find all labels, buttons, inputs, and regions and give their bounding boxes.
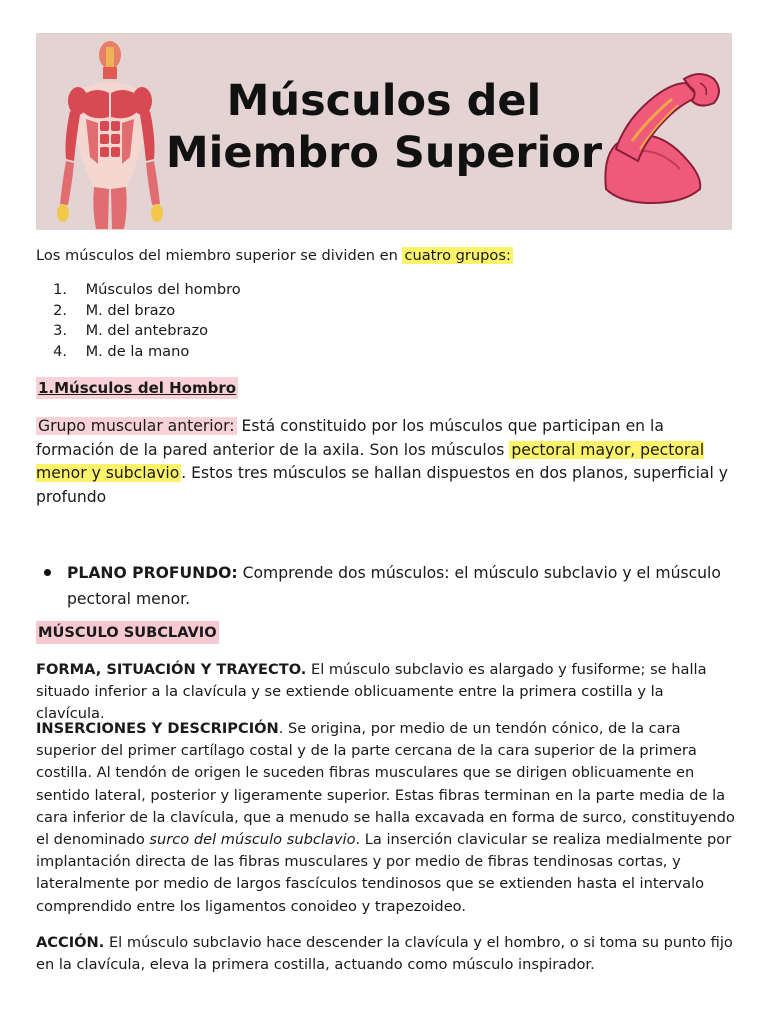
list-item (36, 321, 241, 342)
section-heading-hombro: 1.Músculos del Hombro (38, 379, 237, 397)
banner-title (156, 75, 612, 179)
list-label: M. del antebrazo (85, 322, 209, 340)
anterior-text-1: Está constituido por los músculos que participan en la formación de la pared anterior de la axila. Son los músculos (36, 417, 664, 459)
bullet-dot-icon (44, 569, 51, 576)
plano-profundo-desc: Comprende dos músculos: el músculo subclavio y el músculo pectoral menor. (67, 564, 721, 608)
accion-text: El músculo subclavio hace descender la clavícula y el hombro, o si toma su punto fijo en la clavícula, eleva la primera costilla, actuando como músculo inspirador. (36, 934, 733, 974)
anterior-label: Grupo muscular anterior: (38, 417, 235, 435)
plano-profundo-label: PLANO PROFUNDO: (67, 564, 238, 582)
list-label: M. del brazo (85, 301, 176, 319)
list-item (36, 301, 241, 322)
banner-title-line1: Músculos del (226, 76, 542, 126)
list-number: 1. (53, 281, 67, 298)
anterior-group-paragraph (36, 415, 732, 509)
title-banner (36, 33, 732, 230)
list-number: 3. (53, 322, 67, 340)
inserciones-paragraph (36, 718, 736, 918)
intro-text: Los músculos del miembro superior se dividen en (36, 247, 403, 264)
list-item (36, 342, 241, 363)
anterior-text-2: . Estos tres músculos se hallan dispuestos en dos planos, superficial y profundo (36, 464, 729, 506)
inserciones-label: INSERCIONES Y DESCRIPCIÓN (36, 720, 279, 737)
plano-profundo-text (67, 560, 733, 612)
forma-text: El músculo subclavio es alargado y fusiforme; se halla situado inferior a la clavícula y se extiende oblicuamente entre la primera costilla y la clavícula. (36, 661, 707, 723)
forma-paragraph (36, 659, 736, 726)
list-number: 4. (53, 342, 67, 360)
anterior-highlight: pectoral mayor, pectoral menor y subclavio (36, 440, 705, 482)
intro-paragraph (36, 245, 736, 267)
subclavio-heading: MÚSCULO SUBCLAVIO (36, 621, 219, 644)
banner-title-line2: Miembro Superior (165, 128, 603, 178)
inserciones-text-1: . Se origina, por medio de un tendón cónico, de la cara superior del primer cartílago costal y de la parte cercana de la cara superior de la primera costilla. Al tendón de origen le suceden fibras musculares que se dirigen oblicuamente en sentido lateral, posterior y ligeramente superior. Estas fibras terminan en la parte media de la cara inferior de la clavícula, que a menudo se halla excavada en forma de surco, constituyendo el denominado (36, 720, 735, 849)
intro-highlight: cuatro grupos: (404, 247, 511, 264)
flexed-arm-muscle-illustration (602, 69, 726, 205)
accion-label: ACCIÓN. (36, 934, 105, 951)
inserciones-italic: surco del músculo subclavio (149, 831, 356, 849)
list-label: M. de la mano (85, 342, 190, 360)
list-label: Músculos del hombro (85, 281, 241, 298)
list-item (36, 280, 241, 301)
forma-label: FORMA, SITUACIÓN Y TRAYECTO. (36, 661, 307, 678)
accion-paragraph (36, 932, 736, 976)
groups-list (36, 280, 241, 362)
list-number: 2. (53, 301, 67, 319)
muscular-body-illustration (48, 39, 172, 229)
inserciones-text-2: . La inserción clavicular se realiza medialmente por implantación directa de las fibras musculares y por medio de fibras tendinosas cortas, y lateralmente por medio de largos fascículos tendinosos que se extienden hasta el intervalo comprendido entre los ligamentos conoideo y trapezoideo. (36, 831, 732, 915)
